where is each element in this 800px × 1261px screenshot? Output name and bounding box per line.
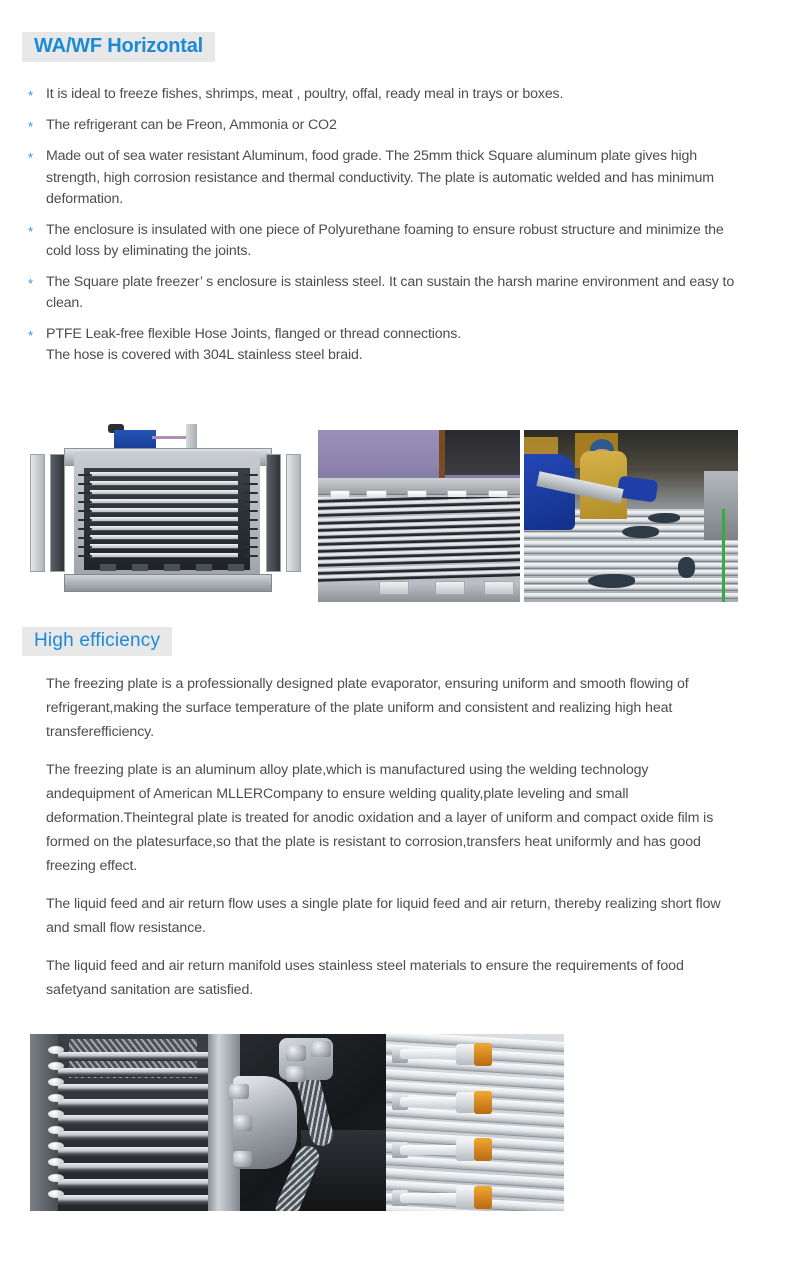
list-item-text: The Square plate freezer’ s enclosure is stainless steel. It can sustain the harsh marine environment and easy to clean. [46, 273, 735, 311]
paragraph: The freezing plate is a professionally designed plate evaporator, ensuring uniform and smooth flowing of refrigerant,making the surface temperature of the plate uniform and consistent and realizing high heat transferefficiency. [46, 676, 689, 740]
connector-fitting [400, 1091, 500, 1114]
feature-bullet-list [28, 84, 744, 376]
high-efficiency-paragraphs [46, 672, 726, 1002]
list-item [28, 272, 744, 315]
asterisk-bullet-icon: * [28, 327, 34, 343]
section-heading-wrapper-1 [22, 32, 215, 62]
list-item [28, 146, 744, 211]
list-item [28, 324, 744, 367]
paragraph: The liquid feed and air return flow uses a single plate for liquid feed and air return, thereby realizing short flow and small flow resistance. [46, 896, 721, 936]
page-title: WA/WF Horizontal [22, 32, 215, 62]
dark-window-shape [443, 430, 520, 475]
list-item-text: It is ideal to freeze fishes, shrimps, meat , poultry, offal, ready meal in trays or boxes. [46, 86, 564, 102]
list-item-text: Made out of sea water resistant Aluminum, food grade. The 25mm thick Square aluminum plate gives high strength, high corrosion resistance and thermal conductivity. The plate is automatic welded and has minimum deformation. [46, 148, 714, 207]
door-outer-right-shape [286, 454, 301, 572]
connector-fitting [400, 1138, 500, 1161]
asterisk-bullet-icon: * [28, 119, 34, 134]
section-title-high-efficiency: High efficiency [22, 627, 172, 656]
door-inner-right-shape [266, 454, 281, 572]
asterisk-bullet-icon: * [28, 150, 34, 165]
list-item-text-line-2: The hose is covered with 304L stainless steel braid. [46, 347, 363, 363]
flange-hose-joint-photo [208, 1034, 386, 1211]
hose-coil-left-shape [78, 472, 92, 568]
list-item [28, 220, 744, 263]
stacked-aluminum-plates-photo [318, 430, 520, 602]
asterisk-bullet-icon: * [28, 223, 34, 239]
connector-fitting [400, 1043, 500, 1066]
plate-connector-fittings-photo [386, 1034, 564, 1211]
door-outer-left-shape [30, 454, 45, 572]
list-item-text: The refrigerant can be Freon, Ammonia or CO2 [46, 117, 337, 133]
section-heading-wrapper-2 [22, 627, 172, 656]
list-item [28, 84, 744, 106]
plate-stack-interior-photo [30, 1034, 208, 1211]
asterisk-bullet-icon: * [28, 275, 34, 291]
asterisk-bullet-icon: * [28, 88, 34, 103]
paragraph: The freezing plate is an aluminum alloy plate,which is manufactured using the welding technology andequipment of American MLLERCompany to ensure welding quality,plate leveling and small deformation.Theintegral plate is treated for anodic oxidation and a layer of uniform and compact oxide film is formed on the platesurface,so that the plate is resistant to corrosion,transfers heat uniformly and has good freezing effect. [46, 762, 714, 874]
door-inner-left-shape [50, 454, 65, 572]
base-frame-shape [64, 574, 272, 592]
freezer-cavity-shape [84, 468, 250, 570]
product-image-row-top [0, 410, 800, 605]
list-item [28, 115, 744, 137]
horizontal-plate-freezer-photo [28, 422, 306, 597]
wood-post-shape [439, 430, 445, 482]
conveyor-rail-shape [704, 471, 738, 540]
connector-fitting [400, 1186, 500, 1209]
plate-stack-shape [318, 497, 520, 586]
list-item-text: The enclosure is insulated with one piece of Polyurethane foaming to ensure robust structure and minimize the cold loss by eliminating the joints. [46, 221, 724, 259]
list-item-text-line-1: PTFE Leak-free flexible Hose Joints, flanged or thread connections. [46, 325, 462, 342]
hose-coil-right-shape [244, 472, 258, 568]
fish-loading-workers-photo [524, 430, 738, 602]
green-rope-shape [722, 509, 725, 602]
side-frame-shape [30, 1034, 58, 1211]
product-image-row-bottom [0, 1034, 800, 1234]
list-item-text [46, 324, 744, 367]
paragraph: The liquid feed and air return manifold uses stainless steel materials to ensure the requirements of food safetyand sanitation are satisfied. [46, 958, 684, 998]
